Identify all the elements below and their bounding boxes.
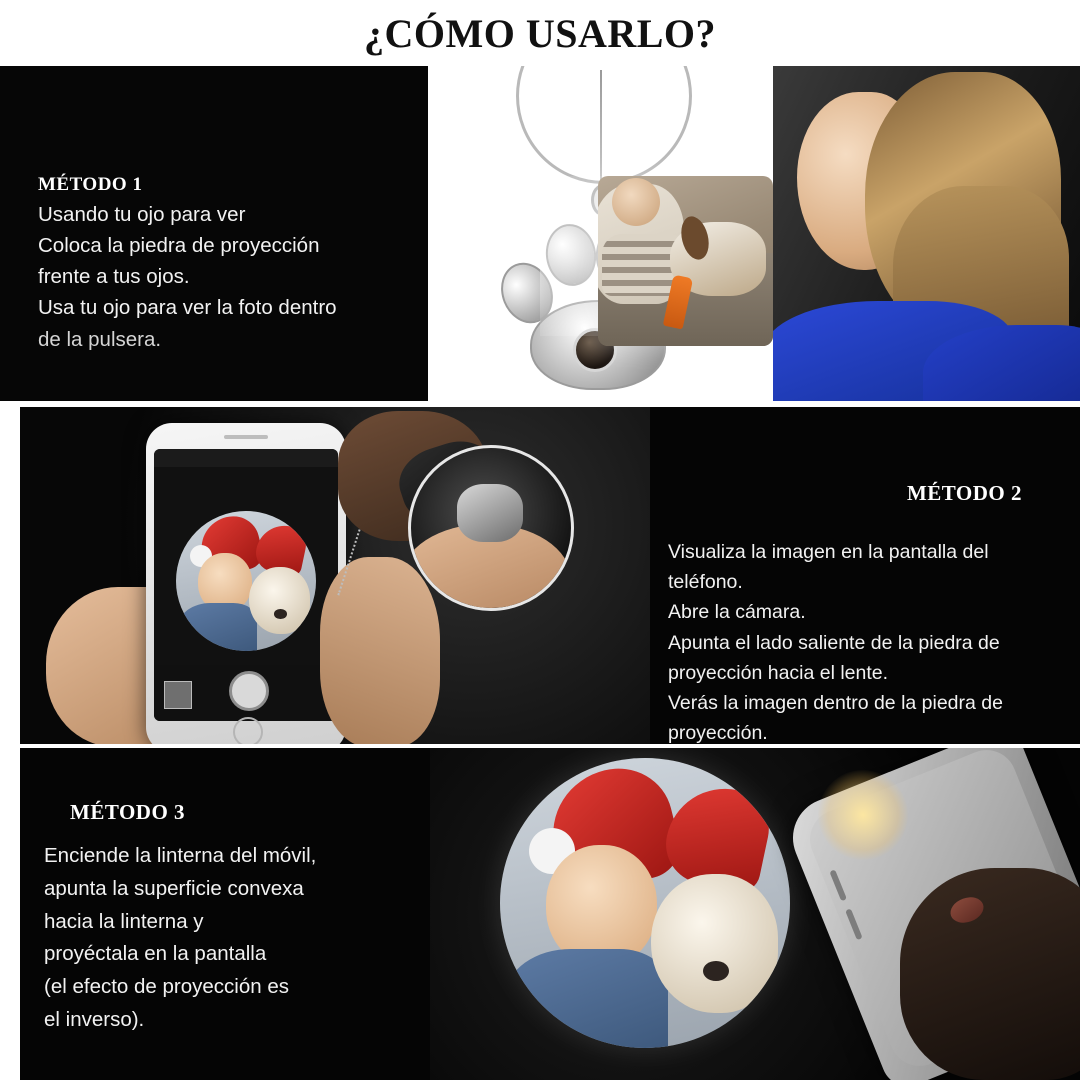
flashlight-projection-image (430, 748, 1080, 1080)
method-2-line-5: proyección hacia el lente. (668, 661, 889, 684)
page-title-bar (0, 0, 1080, 66)
method-2-line-2: teléfono. (668, 571, 743, 594)
phone-home-button[interactable] (233, 717, 263, 744)
method-2-row (0, 407, 1080, 744)
method-1-line-2: Coloca la piedra de proyección (38, 234, 320, 258)
method-3-heading: MÉTODO 3 (70, 800, 186, 824)
necklace-chain-icon (516, 66, 692, 184)
smartphone (146, 423, 346, 744)
method-2-line-4: Apunta el lado saliente de la piedra de (668, 631, 1000, 654)
method-3-text-panel (20, 748, 430, 1080)
method-3-line-4: proyéctala en la pantalla (44, 942, 267, 966)
photo-dog-face (651, 874, 779, 1013)
method-1-row (0, 66, 1080, 401)
method-3-line-6: el inverso). (44, 1007, 145, 1031)
method-1-line-1: Usando tu ojo para ver (38, 203, 246, 226)
photo-boy-sweater (179, 603, 257, 651)
camera-shutter-button[interactable] (229, 671, 269, 711)
necklace-projection-image (428, 66, 773, 401)
method-3-row (0, 748, 1080, 1080)
projected-photo-large (500, 758, 790, 1048)
method-2-line-3: Abre la cámara. (668, 601, 806, 624)
method-3-line-1: Enciende la linterna del móvil, (44, 844, 317, 867)
method-1-text-panel (0, 66, 428, 401)
flashlight-glow (818, 770, 908, 860)
method-2-line-1: Visualiza la imagen en la pantalla del (668, 541, 989, 563)
camera-topbar (154, 449, 338, 467)
woman-profile-image (773, 66, 1080, 401)
photo-dog-nose (274, 609, 287, 619)
method-1-line-4: Usa tu ojo para ver la foto dentro (38, 296, 337, 320)
phone-screen (154, 449, 338, 721)
projected-photo-child-dog (598, 176, 773, 346)
method-2-line-6: Verás la imagen dentro de la piedra de (668, 692, 1003, 715)
photo-child-head (612, 178, 660, 226)
method-3-line-2: apunta la superficie convexa (44, 876, 304, 900)
necklace-chain-drop-icon (600, 70, 602, 190)
method-3-line-5: (el efecto de proyección es (44, 975, 289, 999)
photo-dog-face (249, 567, 311, 634)
method-3-body (44, 840, 428, 1037)
method-1-body (38, 199, 408, 355)
projection-stone-closeup (457, 484, 523, 542)
method-1-line-5: de la pulsera. (38, 327, 162, 351)
method-2-line-7: proyección. (668, 722, 768, 744)
camera-bottombar (154, 665, 338, 721)
method-3-line-3: hacia la linterna y (44, 909, 204, 933)
method-2-text-panel (650, 407, 1080, 744)
phone-speaker-icon (224, 435, 268, 439)
pendant-closeup-inset (408, 445, 574, 611)
projected-photo-on-screen (176, 511, 316, 651)
page-title: ¿CÓMO USARLO? (363, 10, 717, 56)
method-2-body (668, 537, 1060, 744)
method-1-heading: MÉTODO 1 (38, 174, 143, 195)
method-2-heading: MÉTODO 2 (906, 481, 1022, 505)
phone-camera-image (20, 407, 650, 744)
method-1-line-3: frente a tus ojos. (38, 265, 190, 289)
camera-gallery-thumbnail[interactable] (164, 681, 192, 709)
hand-holding-phone (900, 868, 1080, 1080)
photo-boy-sweater (506, 949, 668, 1048)
